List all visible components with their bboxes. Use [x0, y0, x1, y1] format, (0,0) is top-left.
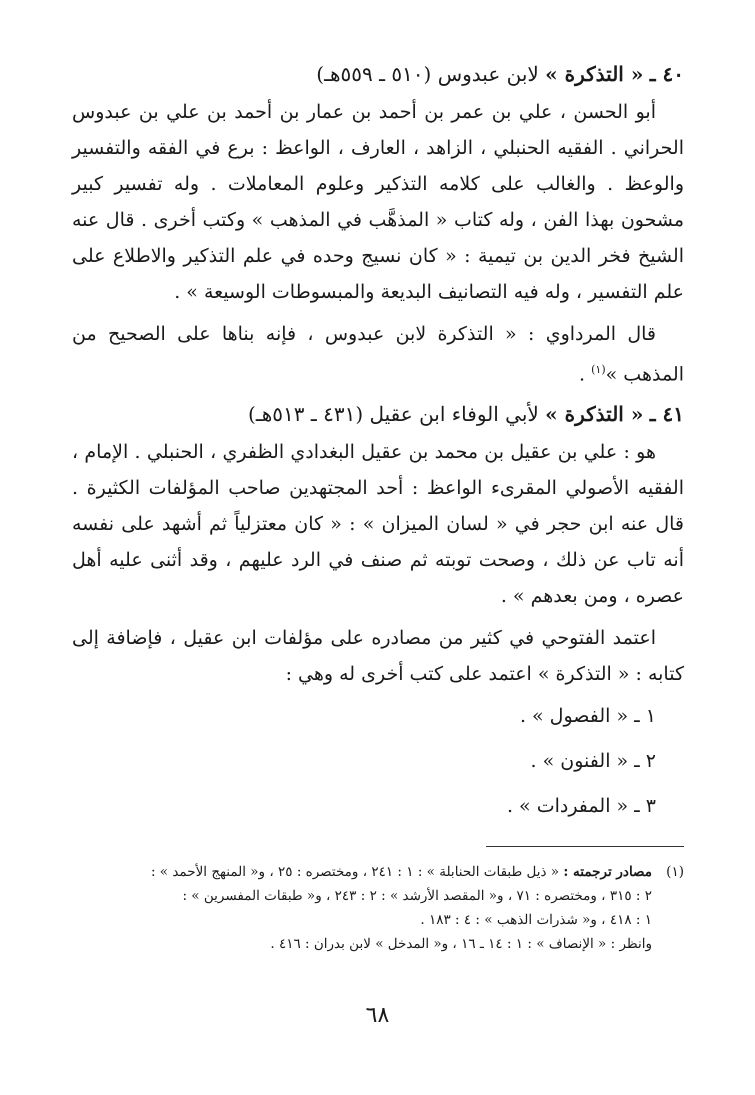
paragraph-text: قال المرداوي : « التذكرة لابن عبدوس ، فإنه بناها على الصحيح من المذهب »: [72, 323, 684, 386]
entry-heading: [72, 398, 684, 430]
footnote-line: وانظر : « الإنصاف » : ١ : ١٤ ـ ١٦ ، و« المدخل » لابن بدران : ٤١٦ .: [270, 936, 652, 952]
entry-number: ٤٠ ـ: [649, 62, 684, 86]
footnotes: [72, 860, 684, 956]
paragraph-end: .: [579, 363, 592, 386]
footnote-line: « ذيل طبقات الحنابلة » : ١ : ٢٤١ ، ومختصره : ٢٥ ، و« المنهج الأحمد » :: [150, 864, 560, 880]
entry-author: لأبي الوفاء ابن عقيل (٤٣١ ـ ٥١٣هـ): [248, 402, 539, 427]
page-number: ٦٨: [365, 1003, 390, 1028]
footnote-line: ١ : ٤١٨ ، و« شذرات الذهب » : ٤ : ١٨٣ .: [420, 912, 652, 928]
footnote-ref[interactable]: (١): [591, 363, 606, 376]
footnote: [72, 860, 684, 884]
paragraph: [72, 316, 684, 392]
entry-heading: [72, 58, 684, 90]
footnote-line: ٢ : ٣١٥ ، ومختصره : ٧١ ، و« المقصد الأرشد » : ٢ : ٢٤٣ ، و« طبقات المفسرين » :: [182, 888, 652, 904]
entry-author: لابن عبدوس (٥١٠ ـ ٥٥٩هـ): [316, 62, 539, 86]
footnote-separator: [486, 846, 684, 847]
footnote-number: (١): [666, 864, 684, 880]
list-item: ٢ ـ « الفنون » .: [530, 750, 656, 773]
paragraph: أبو الحسن ، علي بن عمر بن أحمد بن عمار بن أحمد بن علي بن عبدوس الحراني . الفقيه الحنبلي ، الزاهد ، العارف ، الواعظ : برع في الفقه والتفسير والوعظ . والغالب على كلامه التذكير وعلوم المعاملات . وله تفسير كبير مشحون بهذا الفن ، وله كتاب « المذهَّب في المذهب » وكتب أخرى . قال عنه الشيخ فخر الدين بن تيمية : « كان نسيج وحده في علم التذكير والاطلاع على علم التفسير ، وله فيه التصانيف البديعة والمبسوطات الوسيعة » .: [72, 101, 684, 303]
entry-title: « التذكرة »: [545, 402, 644, 427]
footnote-lead: مصادر ترجمته :: [563, 864, 652, 880]
entry-title: « التذكرة »: [545, 62, 644, 86]
list-item: ٣ ـ « المفردات » .: [506, 795, 656, 818]
page-body: [72, 58, 684, 833]
entry-number: ٤١ ـ: [649, 402, 684, 427]
paragraph: اعتمد الفتوحي في كثير من مصادره على مؤلفات ابن عقيل ، فإضافة إلى كتابه : « التذكرة » اعتمد على كتب أخرى له وهي :: [72, 627, 684, 686]
paragraph: هو : علي بن عقيل بن محمد بن عقيل البغدادي الظفري ، الحنبلي . الإمام ، الفقيه الأصولي المقرىء الواعظ : أحد المجتهدين صاحب المؤلفات الكثيرة . قال عنه ابن حجر في « لسان الميزان » : « كان معتزلياً ثم أشهد على نفسه أنه تاب عن ذلك ، وصحت توبته ثم صنف في الرد عليهم ، وقد أثنى عليه أهل عصره ، ومن بعدهم » .: [72, 441, 684, 608]
list-item: ١ ـ « الفصول » .: [519, 705, 656, 728]
